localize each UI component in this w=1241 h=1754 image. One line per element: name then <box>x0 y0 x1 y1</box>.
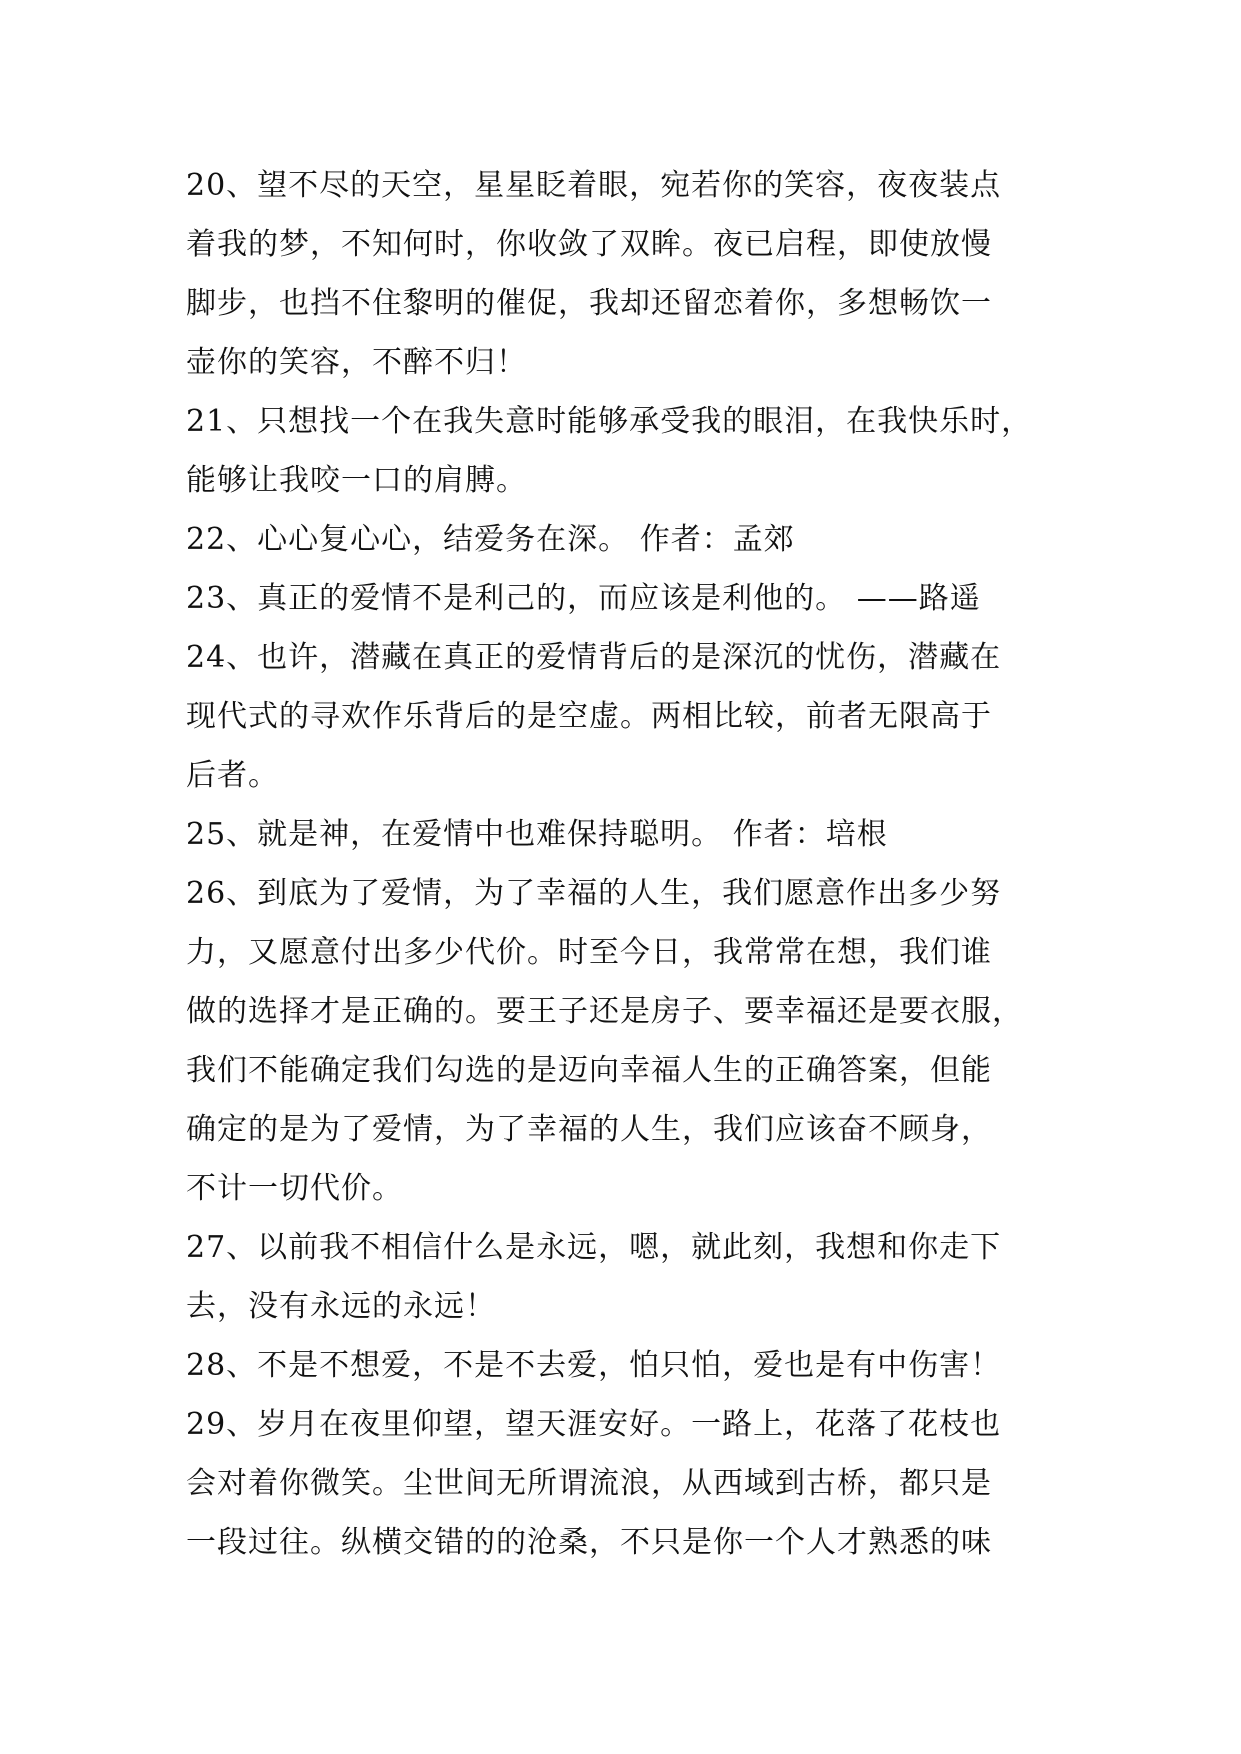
text-line: 壶你的笑容，不醉不归！ <box>186 345 527 380</box>
text-line: 22、心心复心心，结爱务在深。 作者：孟郊 <box>186 522 795 557</box>
text-line: 20、望不尽的天空，星星眨着眼，宛若你的笑容，夜夜装点 <box>186 168 1002 203</box>
text-line: 23、真正的爱情不是利己的，而应该是利他的。 ——路遥 <box>186 581 981 616</box>
text-line: 确定的是为了爱情，为了幸福的人生，我们应该奋不顾身， <box>186 1112 992 1147</box>
text-line: 能够让我咬一口的肩膊。 <box>186 463 527 498</box>
text-line: 一段过往。纵横交错的的沧桑，不只是你一个人才熟悉的味 <box>186 1525 992 1560</box>
text-line: 我们不能确定我们勾选的是迈向幸福人生的正确答案，但能 <box>186 1053 992 1088</box>
text-line: 脚步，也挡不住黎明的催促，我却还留恋着你，多想畅饮一 <box>186 286 992 321</box>
text-line: 后者。 <box>186 758 279 793</box>
text-line: 25、就是神，在爱情中也难保持聪明。 作者：培根 <box>186 817 888 852</box>
text-line: 做的选择才是正确的。要王子还是房子、要幸福还是要衣服， <box>186 994 1023 1029</box>
text-line: 28、不是不想爱，不是不去爱，怕只怕，爱也是有中伤害！ <box>186 1348 1002 1383</box>
text-line: 不计一切代价。 <box>186 1171 403 1206</box>
text-line: 26、到底为了爱情，为了幸福的人生，我们愿意作出多少努 <box>186 876 1002 911</box>
text-line: 现代式的寻欢作乐背后的是空虚。两相比较，前者无限高于 <box>186 699 992 734</box>
text-line: 24、也许，潜藏在真正的爱情背后的是深沉的忧伤，潜藏在 <box>186 640 1002 675</box>
text-line: 着我的梦，不知何时，你收敛了双眸。夜已启程，即使放慢 <box>186 227 992 262</box>
text-line: 21、只想找一个在我失意时能够承受我的眼泪，在我快乐时， <box>186 404 1033 439</box>
text-line: 力，又愿意付出多少代价。时至今日，我常常在想，我们谁 <box>186 935 992 970</box>
text-line: 27、以前我不相信什么是永远，嗯，就此刻，我想和你走下 <box>186 1230 1002 1265</box>
text-line: 会对着你微笑。尘世间无所谓流浪，从西域到古桥，都只是 <box>186 1466 992 1501</box>
text-line: 去，没有永远的永远！ <box>186 1289 496 1324</box>
document-body <box>186 156 1066 1572</box>
text-line: 29、岁月在夜里仰望，望天涯安好。一路上，花落了花枝也 <box>186 1407 1002 1442</box>
